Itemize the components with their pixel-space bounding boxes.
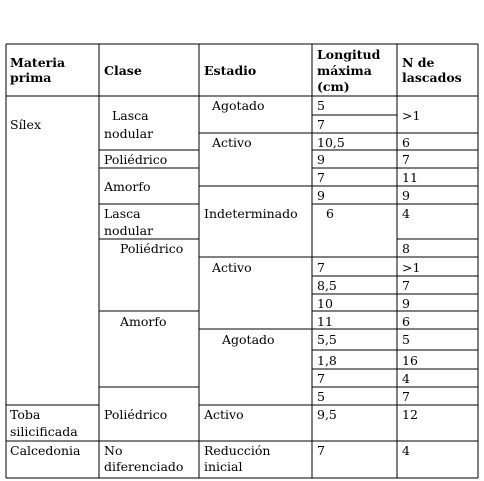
- header-longitud-line3: (cm): [317, 79, 350, 94]
- clase-cell: Amorfo: [120, 314, 167, 329]
- lascados-cell: 8: [402, 241, 410, 256]
- materia-cell: Calcedonia: [10, 443, 81, 458]
- lascados-cell: 9: [402, 188, 410, 203]
- clase-cell: diferenciado: [104, 459, 184, 474]
- clase-cell: nodular: [104, 126, 154, 141]
- longitud-cell: 7: [317, 260, 325, 275]
- longitud-cell: 5: [317, 98, 325, 113]
- longitud-cell: 6: [326, 206, 334, 221]
- clase-cell: nodular: [104, 223, 154, 238]
- header-materia-line1: Materia: [10, 55, 66, 70]
- materia-cell: Sílex: [10, 117, 42, 132]
- materia-cell: silicificada: [10, 424, 78, 439]
- clase-cell: No: [104, 443, 123, 458]
- lascados-cell: 7: [402, 152, 410, 167]
- longitud-cell: 1,8: [317, 353, 337, 368]
- clase-cell: Poliédrico: [120, 241, 184, 256]
- header-materia-line2: prima: [10, 70, 52, 85]
- estadio-cell: Reducción: [204, 443, 271, 458]
- estadio-cell: Indeterminado: [204, 206, 298, 221]
- longitud-cell: 7: [317, 371, 325, 386]
- estadio-cell: Agotado: [212, 98, 265, 113]
- longitud-cell: 9,5: [317, 407, 337, 422]
- longitud-cell: 7: [317, 170, 325, 185]
- estadio-cell: Activo: [204, 407, 244, 422]
- header-clase: Clase: [104, 63, 142, 78]
- longitud-cell: 10: [317, 296, 333, 311]
- lascados-cell: 4: [402, 443, 410, 458]
- lascados-cell: >1: [402, 108, 421, 123]
- estadio-cell: Activo: [212, 135, 252, 150]
- lascados-cell: 7: [402, 389, 410, 404]
- lascados-cell: 11: [402, 170, 418, 185]
- longitud-cell: 7: [317, 117, 325, 132]
- estadio-cell: Agotado: [222, 332, 275, 347]
- longitud-cell: 11: [317, 314, 333, 329]
- clase-cell: Lasca: [104, 206, 141, 221]
- lascados-cell: 6: [402, 314, 410, 329]
- longitud-cell: 5: [317, 389, 325, 404]
- lascados-cell: 4: [402, 206, 410, 221]
- lascados-cell: 7: [402, 278, 410, 293]
- longitud-cell: 7: [317, 443, 325, 458]
- lascados-cell: 4: [402, 371, 410, 386]
- header-estadio: Estadio: [204, 63, 257, 78]
- lascados-cell: 16: [402, 353, 418, 368]
- header-lascados-line2: lascados: [402, 70, 462, 85]
- longitud-cell: 9: [317, 152, 325, 167]
- header-longitud-line1: Longitud: [317, 47, 381, 62]
- clase-cell: Lasca: [112, 108, 149, 123]
- clase-cell: Poliédrico: [104, 152, 168, 167]
- materia-cell: Toba: [10, 407, 41, 422]
- longitud-cell: 8,5: [317, 278, 337, 293]
- lascados-cell: >1: [402, 260, 421, 275]
- estadio-cell: Activo: [212, 260, 252, 275]
- lascados-cell: 12: [402, 407, 418, 422]
- longitud-cell: 10,5: [317, 135, 345, 150]
- clase-cell: Poliédrico: [104, 407, 168, 422]
- clase-cell: Amorfo: [104, 179, 151, 194]
- lascados-cell: 5: [402, 332, 410, 347]
- longitud-cell: 5,5: [317, 332, 337, 347]
- lascados-cell: 6: [402, 135, 410, 150]
- longitud-cell: 9: [317, 188, 325, 203]
- lascados-cell: 9: [402, 296, 410, 311]
- header-longitud-line2: máxima: [317, 63, 372, 78]
- header-lascados-line1: N de: [402, 55, 435, 70]
- estadio-cell: inicial: [204, 459, 243, 474]
